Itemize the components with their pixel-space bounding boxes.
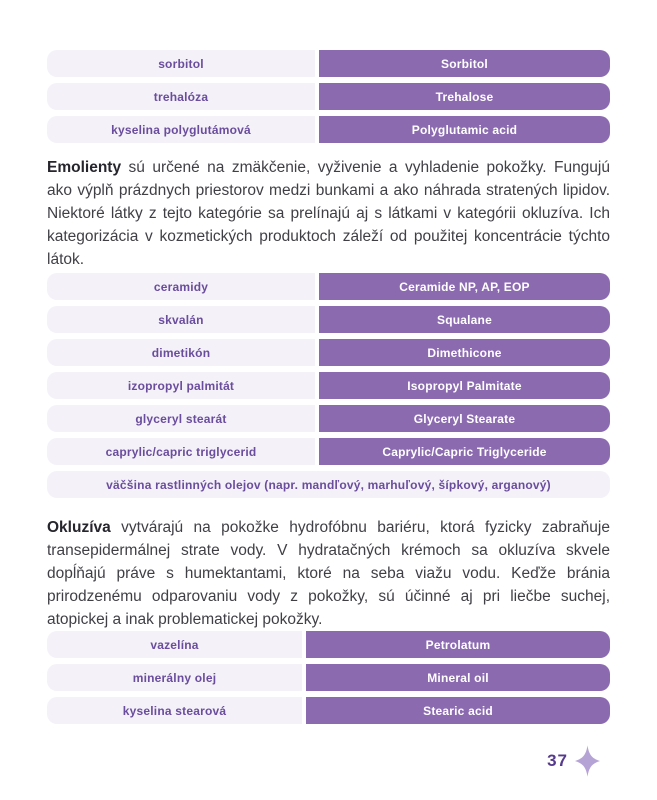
ingredient-name-sk: ceramidy	[47, 273, 315, 300]
table-row	[47, 273, 610, 300]
table-row	[47, 664, 610, 691]
ingredient-name-en: Squalane	[319, 306, 610, 333]
translation-table-emollients	[47, 273, 610, 504]
paragraph-lead-word: Emolienty	[47, 159, 122, 176]
ingredient-name-en: Dimethicone	[319, 339, 610, 366]
ingredient-name-sk: sorbitol	[47, 50, 315, 77]
ingredient-name-sk: vazelína	[47, 631, 302, 658]
table-row	[47, 116, 610, 143]
ingredient-name-sk: glyceryl stearát	[47, 405, 315, 432]
paragraph-occlusives	[47, 516, 610, 631]
ingredient-name-en: Sorbitol	[319, 50, 610, 77]
paragraph-lead-word: Okluzíva	[47, 519, 111, 536]
translation-table-humectants	[47, 50, 610, 149]
ingredient-name-sk: dimetikón	[47, 339, 315, 366]
ingredient-name-en: Glyceryl Stearate	[319, 405, 610, 432]
ingredient-name-en: Petrolatum	[306, 631, 610, 658]
table-row	[47, 83, 610, 110]
table-row	[47, 697, 610, 724]
table-row	[47, 339, 610, 366]
table-row	[47, 405, 610, 432]
ingredient-name-sk: skvalán	[47, 306, 315, 333]
ingredient-name-en: Isopropyl Palmitate	[319, 372, 610, 399]
ingredient-name-sk: kyselina stearová	[47, 697, 302, 724]
paragraph-emollients	[47, 156, 610, 271]
table-row-full-width	[47, 471, 610, 498]
table-row	[47, 372, 610, 399]
ingredient-name-sk: minerálny olej	[47, 664, 302, 691]
page-number: 37	[547, 751, 568, 770]
ingredient-group-note: väčšina rastlinných olejov (napr. mandľový, marhuľový, šípkový, arganový)	[47, 471, 610, 498]
ingredient-name-en: Ceramide NP, AP, EOP	[319, 273, 610, 300]
ingredient-name-sk: trehalóza	[47, 83, 315, 110]
ingredient-name-en: Polyglutamic acid	[319, 116, 610, 143]
table-row	[47, 438, 610, 465]
page-footer	[547, 743, 600, 779]
ingredient-name-en: Trehalose	[319, 83, 610, 110]
ingredient-name-en: Stearic acid	[306, 697, 610, 724]
translation-table-occlusives	[47, 631, 610, 730]
paragraph-text: vytvárajú na pokožke hydrofóbnu bariéru, ktorá fyzicky zabraňuje transepidermálnej strate vody. V hydratačných krémoch sa okluzíva skvele dopĺňajú práve s humektantami, ktoré na seba viažu vodu. Keďže bránia prirodzenému odparovaniu vody z pokožky, sú účinné aj pri liečbe suchej, atopickej a inak problematickej pokožky.	[47, 519, 610, 628]
sparkle-icon	[575, 745, 600, 777]
paragraph-text: sú určené na zmäkčenie, vyživenie a vyhladenie pokožky. Fungujú ako výplň prázdnych priestorov medzi bunkami a ako náhrada stratených lipidov. Niektoré látky z tejto kategórie sa prelínajú aj s látkami v kategórii okluzíva. Ich kategorizácia v kozmetických produktoch záleží od použitej koncentrácie týchto látok.	[47, 159, 610, 268]
ingredient-name-en: Caprylic/Capric Triglyceride	[319, 438, 610, 465]
ingredient-name-en: Mineral oil	[306, 664, 610, 691]
table-row	[47, 631, 610, 658]
ingredient-name-sk: caprylic/capric triglycerid	[47, 438, 315, 465]
table-row	[47, 50, 610, 77]
ingredient-name-sk: kyselina polyglutámová	[47, 116, 315, 143]
ingredient-name-sk: izopropyl palmitát	[47, 372, 315, 399]
table-row	[47, 306, 610, 333]
